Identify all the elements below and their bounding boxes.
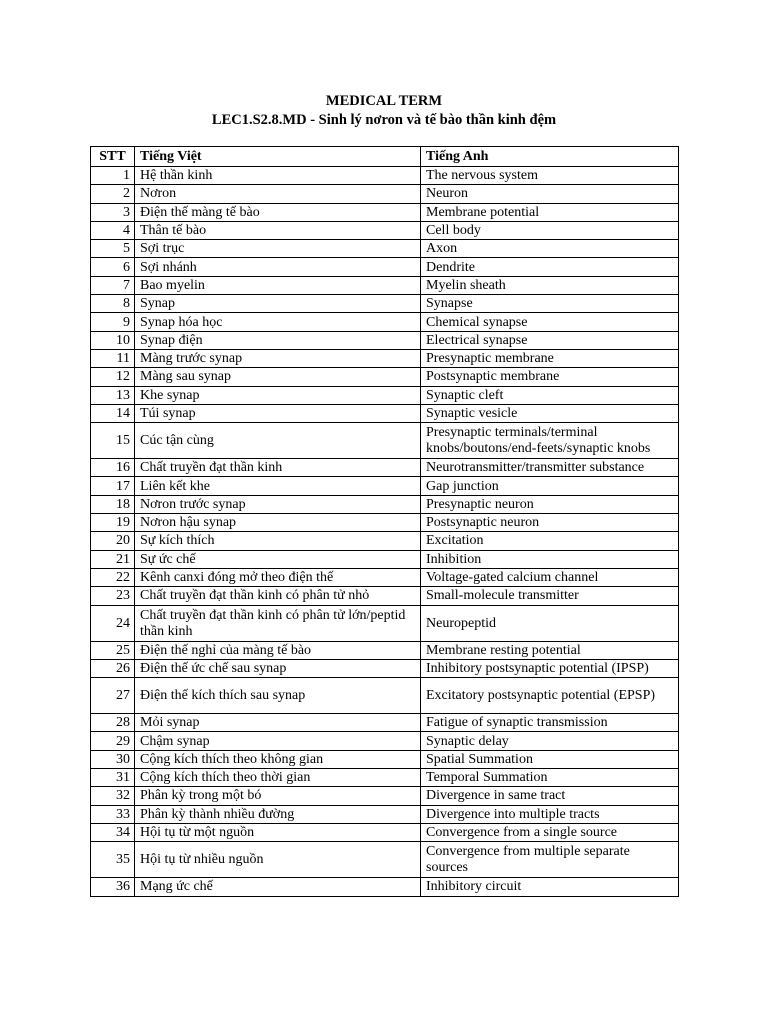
- vietnamese-term: Sợi nhánh: [135, 258, 421, 276]
- vietnamese-term: Synap: [135, 295, 421, 313]
- row-number: 29: [91, 732, 135, 750]
- row-number: 21: [91, 550, 135, 568]
- row-number: 18: [91, 495, 135, 513]
- english-term: Synaptic cleft: [421, 386, 679, 404]
- table-row: [91, 221, 679, 239]
- table-row: [91, 313, 679, 331]
- vietnamese-term: Chất truyền đạt thần kinh có phân tử nhỏ: [135, 587, 421, 605]
- row-number: 5: [91, 240, 135, 258]
- english-term: The nervous system: [421, 167, 679, 185]
- vietnamese-term: Phân kỳ thành nhiều đường: [135, 805, 421, 823]
- terms-table-body: [91, 167, 679, 897]
- row-number: 26: [91, 659, 135, 677]
- row-number: 12: [91, 368, 135, 386]
- row-number: 16: [91, 459, 135, 477]
- vietnamese-term: Điện thế nghỉ của màng tế bào: [135, 641, 421, 659]
- terms-table: [90, 146, 679, 897]
- english-term: Presynaptic membrane: [421, 349, 679, 367]
- english-term: Postsynaptic membrane: [421, 368, 679, 386]
- vietnamese-term: Bao myelin: [135, 276, 421, 294]
- table-row: [91, 787, 679, 805]
- table-row: [91, 805, 679, 823]
- row-number: 2: [91, 185, 135, 203]
- vietnamese-term: Thân tế bào: [135, 221, 421, 239]
- vietnamese-term: Túi synap: [135, 404, 421, 422]
- document-subtitle: LEC1.S2.8.MD - Sinh lý nơron và tế bào thần kinh đệm: [211, 112, 557, 128]
- english-term: Voltage-gated calcium channel: [421, 568, 679, 586]
- vietnamese-term: Sự ức chế: [135, 550, 421, 568]
- english-term: Small-molecule transmitter: [421, 587, 679, 605]
- table-row: [91, 750, 679, 768]
- table-row: [91, 295, 679, 313]
- english-term: Axon: [421, 240, 679, 258]
- row-number: 3: [91, 203, 135, 221]
- english-term: Membrane resting potential: [421, 641, 679, 659]
- english-term: Inhibition: [421, 550, 679, 568]
- vietnamese-term: Điện thế kích thích sau synap: [135, 678, 421, 714]
- table-row: [91, 368, 679, 386]
- header-vietnamese: Tiếng Việt: [135, 147, 421, 167]
- row-number: 15: [91, 423, 135, 459]
- english-term: Presynaptic terminals/terminal knobs/boutons/end-feets/synaptic knobs: [421, 423, 679, 459]
- english-term: Convergence from a single source: [421, 823, 679, 841]
- english-term: Dendrite: [421, 258, 679, 276]
- vietnamese-term: Mạng ức chế: [135, 878, 421, 896]
- row-number: 20: [91, 532, 135, 550]
- table-row: [91, 659, 679, 677]
- table-row: [91, 477, 679, 495]
- row-number: 11: [91, 349, 135, 367]
- vietnamese-term: Khe synap: [135, 386, 421, 404]
- row-number: 9: [91, 313, 135, 331]
- vietnamese-term: Cộng kích thích theo không gian: [135, 750, 421, 768]
- vietnamese-term: Hội tụ từ nhiều nguồn: [135, 842, 421, 878]
- english-term: Excitatory postsynaptic potential (EPSP): [421, 678, 679, 714]
- english-term: Presynaptic neuron: [421, 495, 679, 513]
- row-number: 31: [91, 769, 135, 787]
- vietnamese-term: Cúc tận cùng: [135, 423, 421, 459]
- table-row: [91, 878, 679, 896]
- english-term: Fatigue of synaptic transmission: [421, 714, 679, 732]
- vietnamese-term: Màng trước synap: [135, 349, 421, 367]
- vietnamese-term: Nơron trước synap: [135, 495, 421, 513]
- row-number: 28: [91, 714, 135, 732]
- english-term: Temporal Summation: [421, 769, 679, 787]
- row-number: 33: [91, 805, 135, 823]
- row-number: 17: [91, 477, 135, 495]
- row-number: 14: [91, 404, 135, 422]
- english-term: Spatial Summation: [421, 750, 679, 768]
- table-row: [91, 732, 679, 750]
- english-term: Convergence from multiple separate sources: [421, 842, 679, 878]
- row-number: 10: [91, 331, 135, 349]
- table-row: [91, 495, 679, 513]
- header-stt: STT: [91, 147, 135, 167]
- vietnamese-term: Nơron hậu synap: [135, 514, 421, 532]
- vietnamese-term: Hệ thần kinh: [135, 167, 421, 185]
- table-row: [91, 185, 679, 203]
- table-row: [91, 605, 679, 641]
- table-row: [91, 386, 679, 404]
- table-row: [91, 532, 679, 550]
- english-term: Electrical synapse: [421, 331, 679, 349]
- vietnamese-term: Cộng kích thích theo thời gian: [135, 769, 421, 787]
- english-term: Divergence into multiple tracts: [421, 805, 679, 823]
- vietnamese-term: Điện thế màng tế bào: [135, 203, 421, 221]
- table-row: [91, 842, 679, 878]
- english-term: Cell body: [421, 221, 679, 239]
- table-row: [91, 823, 679, 841]
- english-term: Membrane potential: [421, 203, 679, 221]
- vietnamese-term: Mỏi synap: [135, 714, 421, 732]
- table-row: [91, 404, 679, 422]
- vietnamese-term: Chất truyền đạt thần kinh có phân tử lớn/peptid thần kinh: [135, 605, 421, 641]
- vietnamese-term: Điện thế ức chế sau synap: [135, 659, 421, 677]
- row-number: 34: [91, 823, 135, 841]
- table-row: [91, 276, 679, 294]
- table-row: [91, 240, 679, 258]
- vietnamese-term: Chậm synap: [135, 732, 421, 750]
- table-row: [91, 550, 679, 568]
- english-term: Postsynaptic neuron: [421, 514, 679, 532]
- english-term: Divergence in same tract: [421, 787, 679, 805]
- row-number: 27: [91, 678, 135, 714]
- document-title: MEDICAL TERM: [325, 93, 443, 109]
- english-term: Neuron: [421, 185, 679, 203]
- table-row: [91, 678, 679, 714]
- english-term: Neurotransmitter/transmitter substance: [421, 459, 679, 477]
- row-number: 1: [91, 167, 135, 185]
- vietnamese-term: Chất truyền đạt thần kinh: [135, 459, 421, 477]
- vietnamese-term: Synap điện: [135, 331, 421, 349]
- vietnamese-term: Hội tụ từ một nguồn: [135, 823, 421, 841]
- table-row: [91, 459, 679, 477]
- vietnamese-term: Synap hóa học: [135, 313, 421, 331]
- row-number: 4: [91, 221, 135, 239]
- vietnamese-term: Phân kỳ trong một bó: [135, 787, 421, 805]
- english-term: Myelin sheath: [421, 276, 679, 294]
- english-term: Chemical synapse: [421, 313, 679, 331]
- table-row: [91, 514, 679, 532]
- document-header: [0, 92, 768, 130]
- table-row: [91, 203, 679, 221]
- row-number: 22: [91, 568, 135, 586]
- english-term: Neuropeptid: [421, 605, 679, 641]
- vietnamese-term: Màng sau synap: [135, 368, 421, 386]
- row-number: 23: [91, 587, 135, 605]
- table-row: [91, 714, 679, 732]
- row-number: 35: [91, 842, 135, 878]
- row-number: 19: [91, 514, 135, 532]
- row-number: 32: [91, 787, 135, 805]
- row-number: 6: [91, 258, 135, 276]
- row-number: 13: [91, 386, 135, 404]
- table-row: [91, 349, 679, 367]
- english-term: Excitation: [421, 532, 679, 550]
- row-number: 36: [91, 878, 135, 896]
- english-term: Synaptic vesicle: [421, 404, 679, 422]
- table-row: [91, 568, 679, 586]
- row-number: 8: [91, 295, 135, 313]
- vietnamese-term: Kênh canxi đóng mở theo điện thế: [135, 568, 421, 586]
- row-number: 25: [91, 641, 135, 659]
- table-row: [91, 641, 679, 659]
- english-term: Synapse: [421, 295, 679, 313]
- table-row: [91, 331, 679, 349]
- english-term: Gap junction: [421, 477, 679, 495]
- header-english: Tiếng Anh: [421, 147, 679, 167]
- table-row: [91, 769, 679, 787]
- vietnamese-term: Sự kích thích: [135, 532, 421, 550]
- table-row: [91, 167, 679, 185]
- table-header-row: [91, 147, 679, 167]
- vietnamese-term: Sợi trục: [135, 240, 421, 258]
- english-term: Inhibitory postsynaptic potential (IPSP): [421, 659, 679, 677]
- vietnamese-term: Liên kết khe: [135, 477, 421, 495]
- row-number: 7: [91, 276, 135, 294]
- vietnamese-term: Nơron: [135, 185, 421, 203]
- english-term: Inhibitory circuit: [421, 878, 679, 896]
- english-term: Synaptic delay: [421, 732, 679, 750]
- row-number: 24: [91, 605, 135, 641]
- table-row: [91, 258, 679, 276]
- row-number: 30: [91, 750, 135, 768]
- table-row: [91, 587, 679, 605]
- table-row: [91, 423, 679, 459]
